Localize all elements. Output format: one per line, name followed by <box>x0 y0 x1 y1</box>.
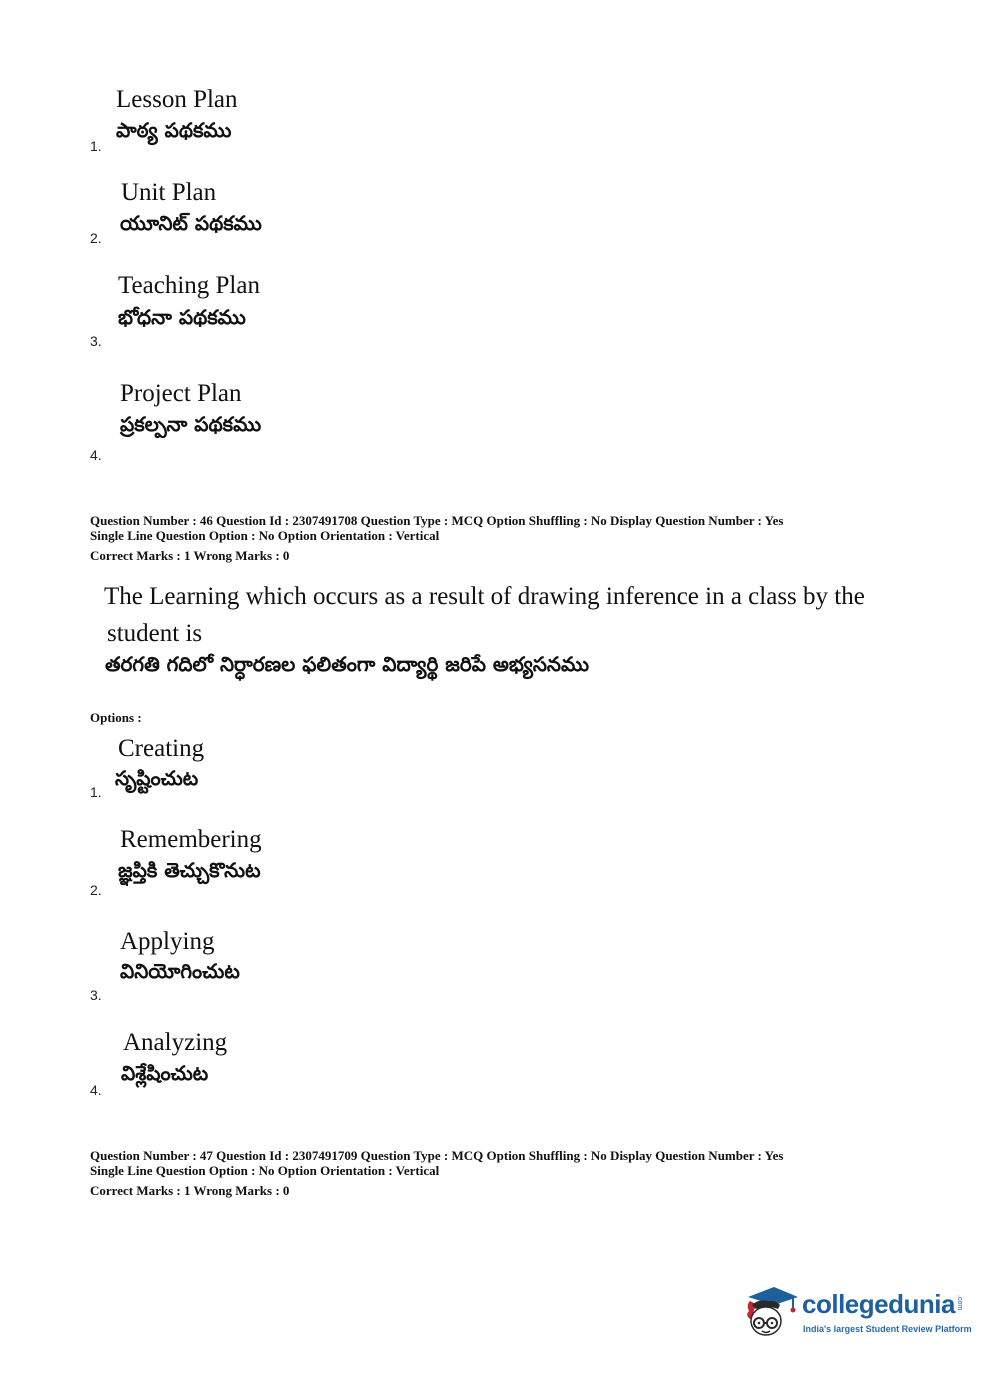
option-text-en: Teaching Plan <box>118 272 260 299</box>
option-number: 2. <box>90 230 102 246</box>
mascot-icon <box>740 1283 800 1343</box>
option-number: 1. <box>90 784 102 800</box>
meta-line-1: Question Number : 47 Question Id : 2307491709 Question Type : MCQ Option Shuffling : No Display Question Number : Yes <box>90 1148 784 1163</box>
option-text-en: Remembering <box>120 826 262 853</box>
meta-line-3: Correct Marks : 1 Wrong Marks : 0 <box>90 548 290 563</box>
option-text-en: Creating <box>118 735 205 762</box>
meta-line-1: Question Number : 46 Question Id : 2307491708 Question Type : MCQ Option Shuffling : No Display Question Number : Yes <box>90 513 784 528</box>
option-text-en: Lesson Plan <box>116 86 238 113</box>
option-text-te: సృష్టించుట <box>115 766 199 790</box>
meta-line-3: Correct Marks : 1 Wrong Marks : 0 <box>90 1183 290 1198</box>
options-label: Options : <box>90 710 142 725</box>
option-text-en: Analyzing <box>123 1029 228 1056</box>
brand-tagline: India's largest Student Review Platform <box>803 1324 972 1334</box>
option-text-en: Applying <box>120 928 215 955</box>
option-text-te: భోధనా పథకము <box>118 305 246 329</box>
option-number: 4. <box>90 447 102 463</box>
question-text-en-line-1: The Learning which occurs as a result of drawing inference in a class by the <box>104 583 865 610</box>
option-text-en: Project Plan <box>120 380 242 407</box>
option-text-te: వినియోగించుట <box>120 959 240 983</box>
collegedunia-logo <box>740 1283 970 1343</box>
option-text-te: యూనిట్ పథకము <box>120 211 262 235</box>
option-number: 3. <box>90 987 102 1003</box>
question-text-en-line-2: student is <box>107 620 203 647</box>
question-text-te: తరగతి గదిలో నిర్ధారణల ఫలితంగా విద్యార్థి జరిపే అభ్యసనము <box>105 652 590 676</box>
meta-line-2: Single Line Question Option : No Option Orientation : Vertical <box>90 1163 440 1178</box>
option-number: 2. <box>90 882 102 898</box>
meta-line-2: Single Line Question Option : No Option Orientation : Vertical <box>90 528 440 543</box>
brand-name: collegedunia <box>802 1289 955 1319</box>
option-text-te: జ్ఞప్తికి తెచ్చుకొనుట <box>118 858 261 882</box>
option-number: 3. <box>90 333 102 349</box>
option-text-en: Unit Plan <box>121 179 217 206</box>
option-number: 4. <box>90 1082 102 1098</box>
brand-dotcom: .com <box>956 1295 963 1311</box>
option-text-te: ప్రకల్పనా పథకము <box>120 412 262 436</box>
option-number: 1. <box>90 138 102 154</box>
option-text-te: పాఠ్య పథకము <box>116 118 232 142</box>
option-text-te: విశ్లేషించుట <box>121 1061 209 1085</box>
